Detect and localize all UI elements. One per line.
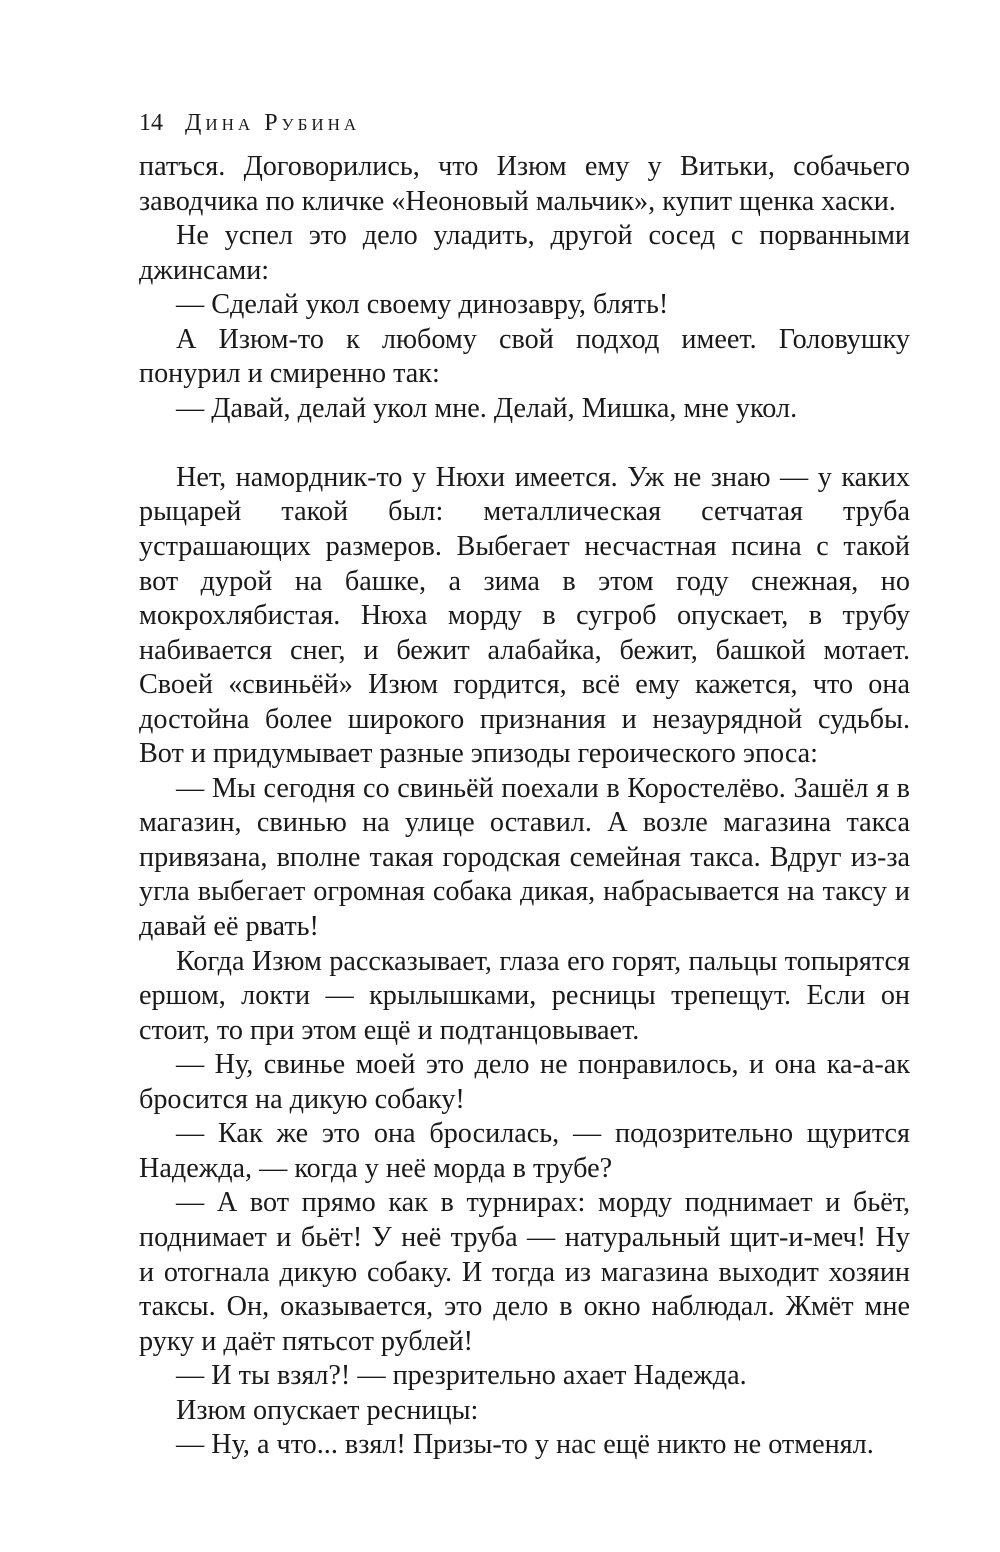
paragraph: Изюм опускает ресницы: bbox=[176, 1394, 479, 1426]
paragraph: — Как же это она бросилась, — подозрительно щурится Надежда, — когда у неё морда в трубе? bbox=[139, 1118, 910, 1184]
paragraph: — А вот прямо как в турнирах: морду поднимает и бьёт, поднимает и бьёт! У неё труба — натуральный щит-и-меч! Ну и отогнала дикую собаку. И тогда из магазина выходит хозяин таксы. Он, оказывается, это дело в окно наблюдал. Жмёт мне руку и даёт пятьсот рублей! bbox=[139, 1187, 910, 1357]
paragraph: патъся. Договорились, что Изюм ему у Витьки, собачьего заводчика по кличке «Неоновый мальчик», купит щенка хаски. bbox=[139, 151, 910, 217]
paragraph: — Ну, а что... взял! Призы-то у нас ещё никто не отменял. bbox=[176, 1429, 874, 1461]
paragraph: А Изюм-то к любому свой подход имеет. Головушку понурил и смиренно так: bbox=[139, 323, 910, 390]
section-break bbox=[139, 426, 910, 461]
paragraph: — Сделай укол своему динозавру, блять! bbox=[176, 289, 669, 321]
body-text bbox=[139, 150, 910, 1463]
author-name: Дина Рубина bbox=[185, 110, 361, 136]
paragraph: — Мы сегодня со свиньёй поехали в Коростелёво. Зашёл я в магазин, свинью на улице оставил. А возле магазина такса привязана, вполне такая городская семейная такса. Вдруг из-за угла выбегает огромная собака дикая, набрасывается на таксу и давай её рвать! bbox=[139, 772, 910, 943]
paragraph: Нет, намордник-то у Нюхи имеется. Уж не знаю — у каких рыцарей такой был: металлическая сетчатая труба устрашающих размеров. Выбегает несчастная псина с такой вот дурой на башке, а зима в этом году снежная, но мокрохлябистая. Нюха морду в сугроб опускает, в трубу набивается снег, и бежит алабайка, бежит, башкой мотает. Своей «свиньёй» Изюм гордится, всё ему кажется, что она достойна более широкого признания и незаурядной судьбы. Вот и придумывает разные эпизоды героического эпоса: bbox=[139, 461, 910, 770]
running-head bbox=[139, 108, 360, 138]
paragraph: Когда Изюм рассказывает, глаза его горят, пальцы топырятся ершом, локти — крылышками, ресницы трепещут. Если он стоит, то при этом ещё и подтанцовывает. bbox=[139, 945, 910, 1046]
paragraph: Не успел это дело уладить, другой сосед с порванными джинсами: bbox=[139, 220, 910, 286]
page-number: 14 bbox=[139, 110, 163, 136]
paragraph: — Ну, свинье моей это дело не понравилось, и она ка-а-ак бросится на дикую собаку! bbox=[139, 1049, 910, 1115]
paragraph: — Давай, делай укол мне. Делай, Мишка, мне укол. bbox=[176, 392, 798, 424]
paragraph: — И ты взял?! — презрительно ахает Надежда. bbox=[176, 1360, 747, 1392]
